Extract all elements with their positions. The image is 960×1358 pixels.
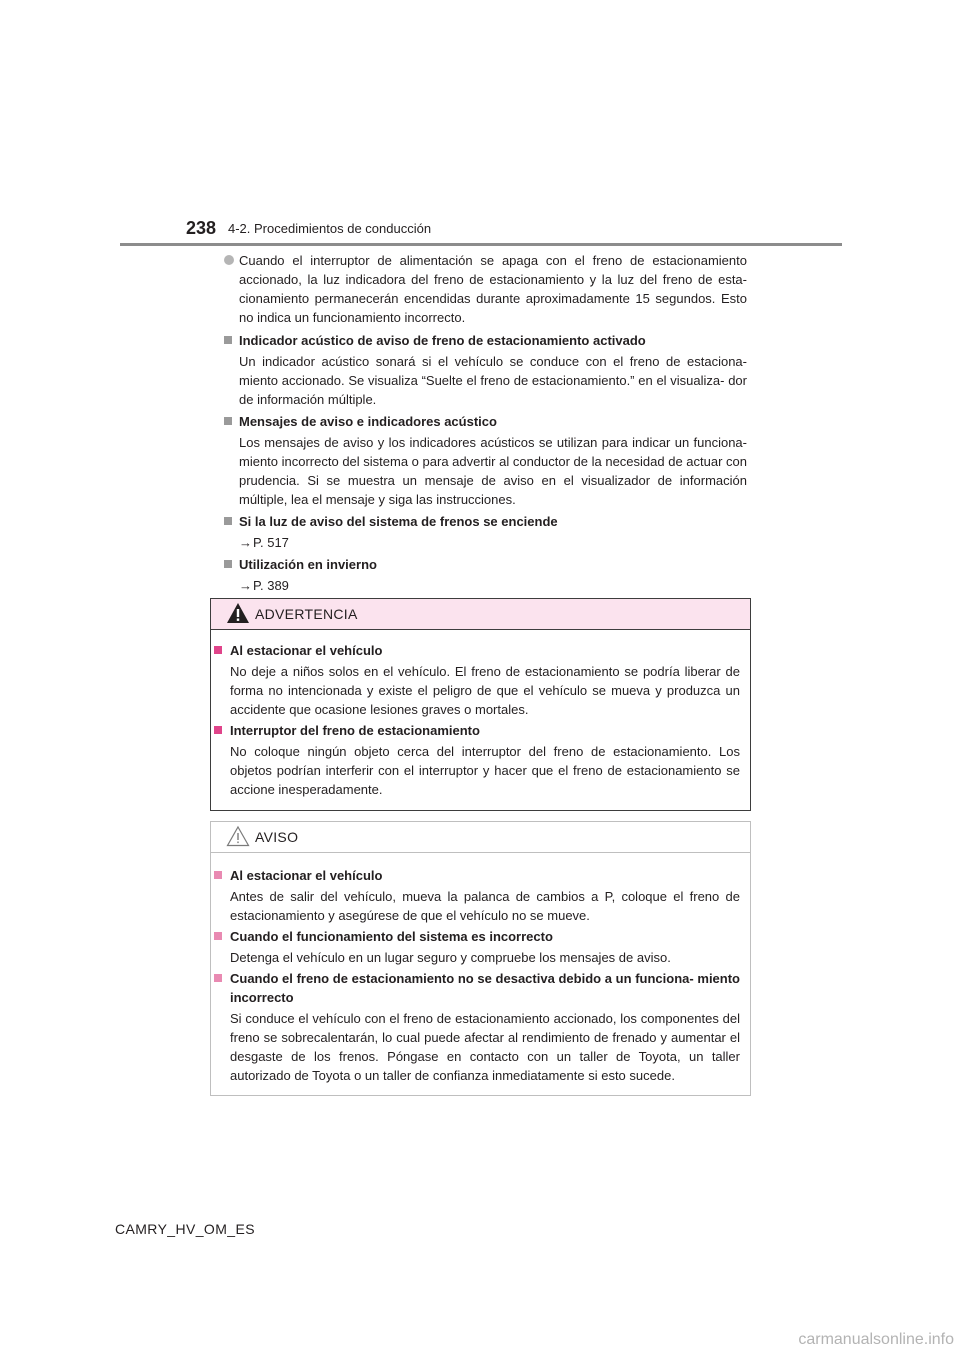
- notice-box-header: [211, 822, 750, 853]
- square-bullet-icon: [214, 871, 222, 879]
- notice-box: [210, 821, 751, 1096]
- page-number: 238: [186, 218, 217, 238]
- notice-item-heading-text: Cuando el freno de estacionamiento no se desactiva debido a un funciona- miento incorrecto: [230, 971, 740, 1005]
- arrow-right-icon: →: [239, 535, 252, 550]
- warning-item-body: No deje a niños solos en el vehículo. El freno de estacionamiento se podría liberar de forma no intencionada y existe el peligro de que el vehículo se mueva y produzca un accidente que ocasione lesiones graves o mortales.: [230, 664, 740, 717]
- notice-content: [211, 866, 750, 1087]
- intro-bullet: [223, 251, 747, 327]
- warning-box: [210, 598, 751, 811]
- caution-outline-triangle-icon: [226, 825, 250, 847]
- warning-item-heading-text: Al estacionar el vehículo: [230, 643, 383, 658]
- notice-item-heading: [211, 969, 750, 1007]
- warning-item: [211, 721, 750, 799]
- section-alarm: [223, 331, 747, 409]
- section-heading: [223, 331, 747, 350]
- section-heading-text: Si la luz de aviso del sistema de frenos se enciende: [239, 514, 558, 529]
- warning-item-heading: [211, 641, 750, 660]
- warning-item-body: No coloque ningún objeto cerca del interruptor del freno de estacionamiento. Los objetos podrían interferir con el interruptor y hacer que el freno de estacionamiento se accione inesperadamente.: [230, 744, 740, 797]
- warning-triangle-icon: [226, 602, 250, 624]
- page-reference-link[interactable]: P. 517: [253, 535, 289, 550]
- page-reference[interactable]: [223, 576, 747, 595]
- section-heading: [223, 512, 747, 531]
- page-reference-link[interactable]: P. 389: [253, 578, 289, 593]
- square-bullet-icon: [224, 560, 232, 568]
- section-heading-text: Indicador acústico de aviso de freno de estacionamiento activado: [239, 333, 646, 348]
- section-heading-text: Utilización en invierno: [239, 557, 377, 572]
- square-bullet-icon: [214, 726, 222, 734]
- warning-content: [211, 641, 750, 801]
- watermark: carmanualsonline.info: [798, 1331, 954, 1348]
- notice-item-heading: [211, 927, 750, 946]
- section-body: Los mensajes de aviso y los indicadores acústicos se utilizan para indicar un funciona- miento incorrecto del sistema o para advertir al conductor de la necesidad de actuar con prudencia. Si se muestra un mensaje de aviso en el visualizador de información múltiple, lea el mensaje y siga las instrucciones.: [239, 435, 748, 507]
- notice-item: [211, 969, 750, 1085]
- square-bullet-icon: [214, 646, 222, 654]
- arrow-right-icon: →: [239, 578, 252, 593]
- header-divider: [120, 243, 842, 246]
- notice-title: AVISO: [255, 829, 299, 845]
- warning-item-heading-text: Interruptor del freno de estacionamiento: [230, 723, 480, 738]
- notice-item-heading-text: Al estacionar el vehículo: [230, 868, 383, 883]
- section-heading-text: Mensajes de aviso e indicadores acústico: [239, 414, 497, 429]
- square-bullet-icon: [214, 932, 222, 940]
- warning-title: ADVERTENCIA: [255, 606, 358, 622]
- notice-item-body: Si conduce el vehículo con el freno de estacionamiento accionado, los componentes del freno se sobrecalentarán, lo cual puede afectar al rendimiento de frenado y aumentar el desgaste de los frenos. Póngase en contacto con un taller de Toyota, un taller autorizado de Toyota o un taller de confianza inmediatamente si esto sucede.: [230, 1011, 740, 1083]
- notice-item: [211, 866, 750, 925]
- section-messages: [223, 412, 747, 509]
- section-winter: [223, 555, 747, 595]
- square-bullet-icon: [224, 517, 232, 525]
- square-bullet-icon: [224, 336, 232, 344]
- document-code-footer: CAMRY_HV_OM_ES: [115, 1221, 255, 1237]
- section-brake-warning-light: [223, 512, 747, 552]
- intro-bullet-text: Cuando el interruptor de alimentación se apaga con el freno de estacionamiento accionado, la luz indicadora del freno de estacionamiento y la luz del freno de esta- cionamiento permanecerán encendidas durante aproximadamente 15 segundos. Esto no indica un funcionamiento incorrecto.: [239, 253, 747, 325]
- notice-item-heading-text: Cuando el funcionamiento del sistema es incorrecto: [230, 929, 553, 944]
- warning-item-heading: [211, 721, 750, 740]
- warning-box-header: [211, 599, 750, 630]
- notice-item-heading: [211, 866, 750, 885]
- section-title: 4-2. Procedimientos de conducción: [228, 221, 432, 236]
- notice-item-body: Detenga el vehículo en un lugar seguro y compruebe los mensajes de aviso.: [230, 950, 671, 965]
- bullet-dot-icon: [224, 255, 234, 265]
- section-body: Un indicador acústico sonará si el vehículo se conduce con el freno de estaciona- miento accionado. Se visualiza “Suelte el freno de estacionamiento.” en el visualiza- dor de información múltiple.: [239, 354, 747, 407]
- section-heading: [223, 555, 747, 574]
- square-bullet-icon: [224, 417, 232, 425]
- main-content: [223, 251, 747, 598]
- notice-item-body: Antes de salir del vehículo, mueva la palanca de cambios a P, coloque el freno de estacionamiento y asegúrese de que el vehículo no se mueve.: [230, 889, 740, 923]
- warning-item: [211, 641, 750, 719]
- notice-item: [211, 927, 750, 967]
- page-reference[interactable]: [223, 533, 747, 552]
- square-bullet-icon: [214, 974, 222, 982]
- section-heading: [223, 412, 747, 431]
